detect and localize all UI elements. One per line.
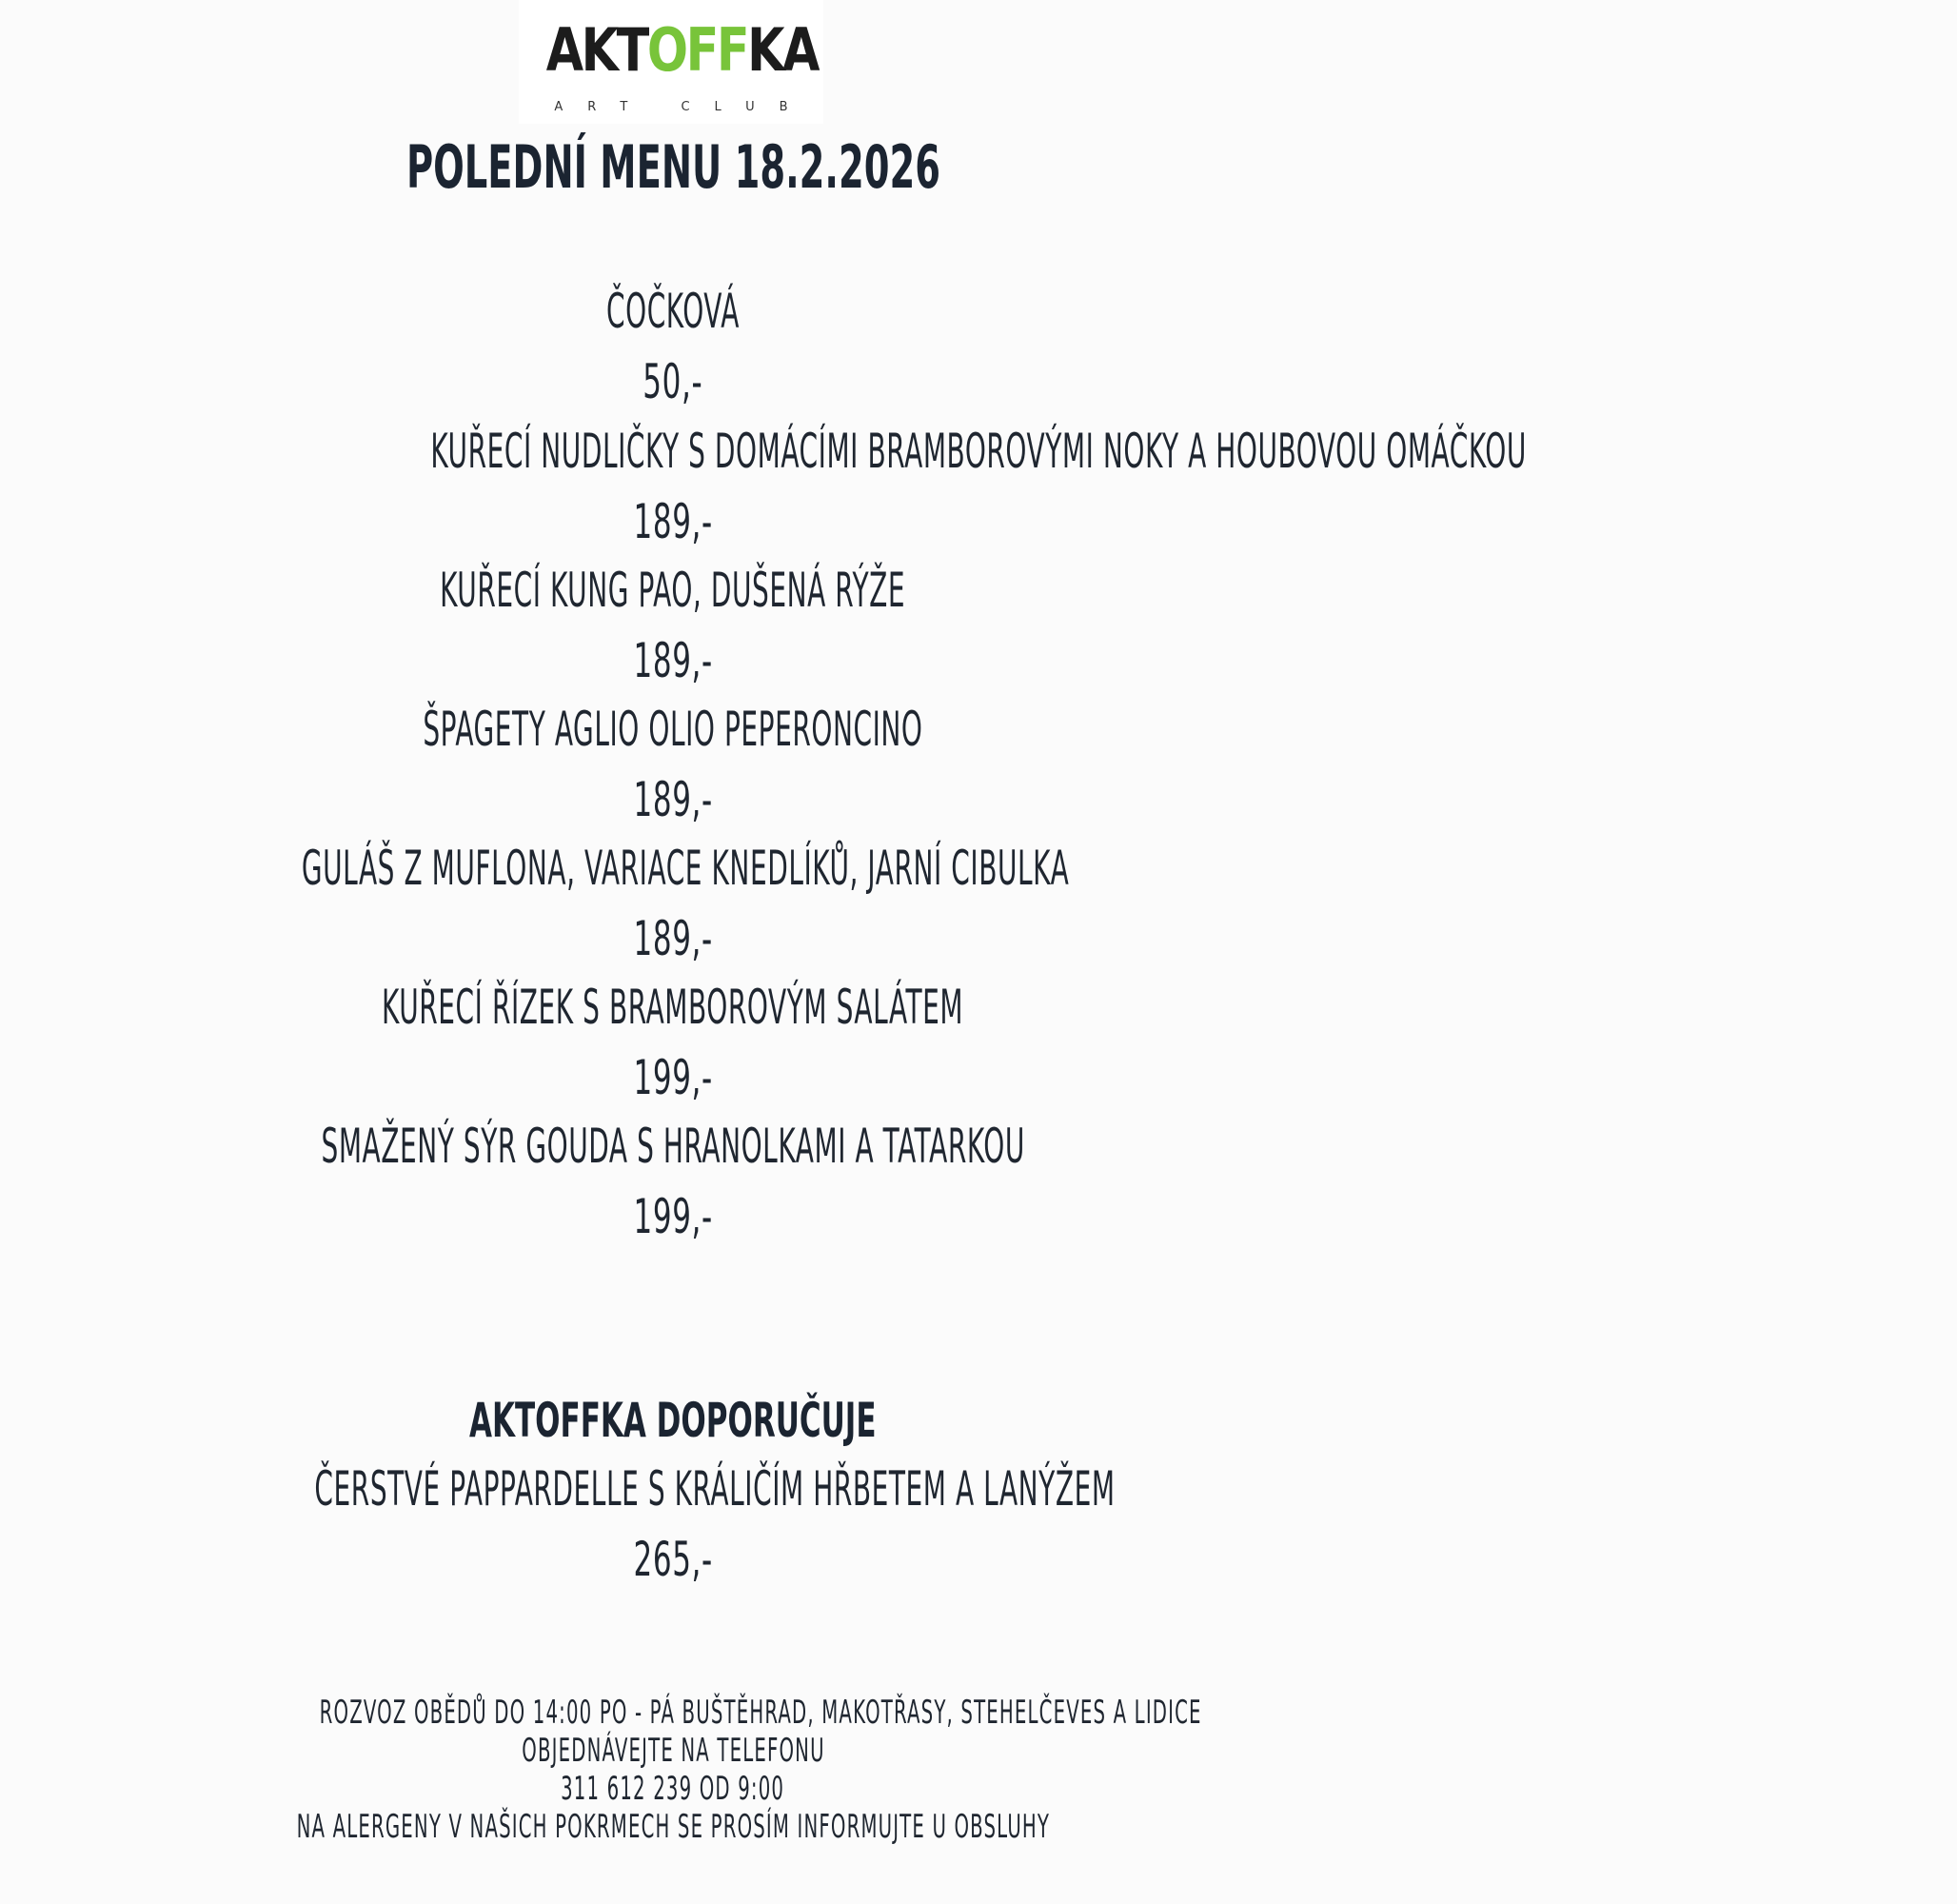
menu-item-price: 189,- [633,911,713,966]
menu-item-name: KUŘECÍ ŘÍZEK S BRAMBOROVÝM SALÁTEM [382,980,964,1035]
logo-word-right: KA [747,15,818,85]
menu-item-price: 189,- [633,772,713,827]
menu-item-name: SMAŽENÝ SÝR GOUDA S HRANOLKAMI A TATARKOU [321,1119,1025,1174]
footer-phone: 311 612 239 OD 9:00 [561,1770,785,1808]
menu-item-name: KUŘECÍ KUNG PAO, DUŠENÁ RÝŽE [440,563,906,618]
menu-item-name: ŠPAGETY AGLIO OLIO PEPERONCINO [423,702,923,757]
menu-item-price: 199,- [633,1189,713,1244]
page-title-text: POLEDNÍ MENU 18.2.2026 [405,132,940,202]
footer-delivery: ROZVOZ OBĚDŮ DO 14:00 PO - PÁ BUŠTĚHRAD, MAKOTŘASY, STEHELČEVES A LIDICE [319,1694,1202,1732]
menu-item-price: 189,- [633,494,713,549]
logo-subtitle: ART CLUB [554,100,813,114]
footer-allergens: NA ALERGENY V NAŠICH POKRMECH SE PROSÍM INFORMUJTE U OBSLUHY [296,1808,1050,1846]
page-title [0,133,1346,202]
logo-word-accent: OFF [646,15,748,85]
logo-word-left: AKT [545,15,647,85]
menu-item-name: KUŘECÍ NUDLIČKY S DOMÁCÍMI BRAMBOROVÝMI NOKY A HOUBOVOU OMÁČKOU [430,424,1527,479]
menu-item-name: GULÁŠ Z MUFLONA, VARIACE KNEDLÍKŮ, JARNÍ CIBULKA [301,841,1070,896]
recommendation-heading: AKTOFFKA DOPORUČUJE [469,1393,877,1448]
logo [519,0,823,124]
menu-item-name: ČOČKOVÁ [606,284,740,339]
recommendation-name: ČERSTVÉ PAPPARDELLE S KRÁLIČÍM HŘBETEM A LANÝŽEM [314,1461,1116,1517]
menu-item-price: 199,- [633,1050,713,1105]
menu-item-price: 189,- [633,633,713,688]
footer-order: OBJEDNÁVEJTE NA TELEFONU [521,1732,825,1770]
logo-wordmark [545,15,818,85]
menu-item-price: 50,- [642,354,703,409]
recommendation-price: 265,- [633,1532,713,1587]
